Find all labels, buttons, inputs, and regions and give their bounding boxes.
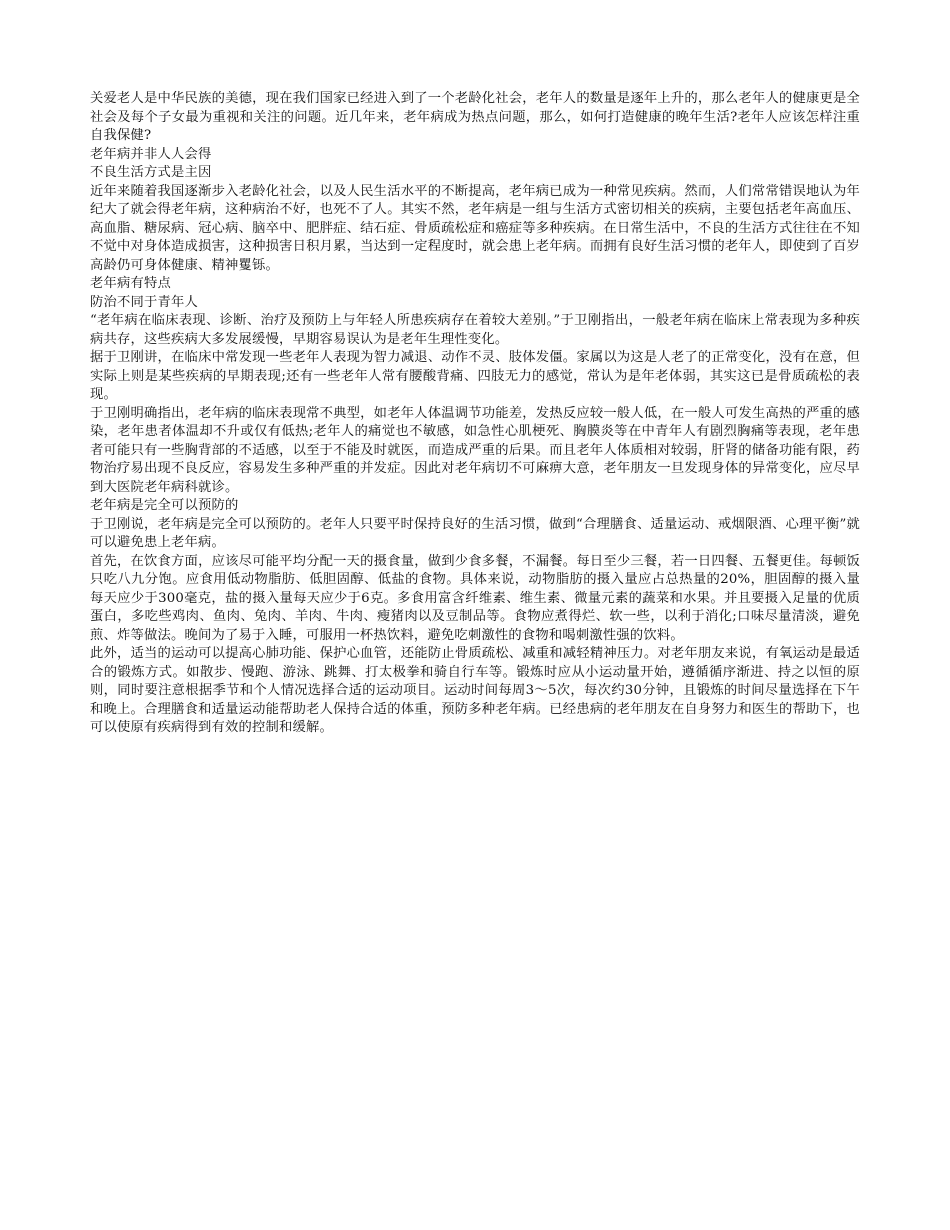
atypical-symptoms-paragraph: 于卫刚明确指出，老年病的临床表现常不典型，如老年人体温调节功能差，发热反应较一般人低，在一般人可发生高热的严重的感染，老年患者体温却不升或仅有低热;老年人的痛觉也不敏感，如急性心肌梗死、胸膜炎等在中青年人有剧烈胸痛等表现，老年患者可能只有一些胸背部的不适感，以至于不能及时就医，而造成严重的后果。而且老年人体质相对较弱，肝肾的储备功能有限，药物治疗易出现不良反应，容易发生多种严重的并发症。因此对老年病切不可麻痹大意，老年朋友一旦发现身体的异常变化，应尽早到大医院老年病科就诊。: [90, 405, 860, 495]
section-heading-preventable: 老年病是完全可以预防的: [90, 498, 239, 513]
article-body: [90, 90, 860, 738]
section-subheading-lifestyle: 不良生活方式是主因: [90, 165, 212, 180]
intro-paragraph: 关爱老人是中华民族的美德，现在我们国家已经进入到了一个老龄化社会，老年人的数量是逐年上升的，那么老年人的健康更是全社会及每个子女最为重视和关注的问题。近几年来，老年病成为热点问题，那么，如何打造健康的晚年生活?老年人应该怎样注重自我保健?: [90, 91, 860, 143]
prevention-paragraph: 于卫刚说，老年病是完全可以预防的。老年人只要平时保持良好的生活习惯，做到“合理膳食、适量运动、戒烟限酒、心理平衡”就可以避免患上老年病。: [90, 516, 860, 550]
exercise-paragraph: 此外，适当的运动可以提高心肺功能、保护心血管，还能防止骨质疏松、减重和减轻精神压力。对老年朋友来说，有氧运动是最适合的锻炼方式。如散步、慢跑、游泳、跳舞、打太极拳和骑自行车等。锻炼时应从小运动量开始，遵循循序渐进、持之以恒的原则，同时要注意根据季节和个人情况选择合适的运动项目。运动时间每周3～5次，每次约30分钟，且锻炼的时间尽量选择在下午和晚上。合理膳食和适量运动能帮助老人保持合适的体重，预防多种老年病。已经患病的老年朋友在自身努力和医生的帮助下，也可以使原有疾病得到有效的控制和缓解。: [90, 646, 860, 735]
diet-paragraph: 首先，在饮食方面，应该尽可能平均分配一天的摄食量，做到少食多餐，不漏餐。每日至少三餐，若一日四餐、五餐更佳。每顿饭只吃八九分饱。应食用低动物脂肪、低胆固醇、低盐的食物。具体来说，动物脂肪的摄入量应占总热量的20%，胆固醇的摄入量每天应少于300毫克，盐的摄入量每天应少于6克。多食用富含纤维素、维生素、微量元素的蔬菜和水果。并且要摄入足量的优质蛋白，多吃些鸡肉、鱼肉、兔肉、羊肉、牛肉、瘦猪肉以及豆制品等。食物应煮得烂、软一些，以利于消化;口味尽量清淡，避免煎、炸等做法。晚间为了易于入睡，可服用一杯热饮料，避免吃刺激性的食物和喝刺激性强的饮料。: [90, 553, 860, 643]
section-heading-not-everyone: 老年病并非人人会得: [90, 146, 212, 162]
clinical-difference-paragraph: “老年病在临床表现、诊断、治疗及预防上与年轻人所患疾病存在着较大差别。”于卫刚指出，一般老年病在临床上常表现为多种疾病共存，这些疾病大多发展缓慢，早期容易误认为是老年生理性变化。: [90, 313, 860, 347]
early-signs-paragraph: 据于卫刚讲，在临床中常发现一些老年人表现为智力减退、动作不灵、肢体发僵。家属以为这是人老了的正常变化，没有在意，但实际上则是某些疾病的早期表现;还有一些老年人常有腰酸背痛、四肢无力的感觉，常认为是年老体弱，其实这已是骨质疏松的表现。: [90, 350, 860, 402]
section-heading-characteristics: 老年病有特点: [90, 276, 171, 291]
lifestyle-paragraph: 近年来随着我国逐渐步入老龄化社会，以及人民生活水平的不断提高，老年病已成为一种常见疾病。然而，人们常常错误地认为年纪大了就会得老年病，这种病治不好，也死不了人。其实不然，老年病是一组与生活方式密切相关的疾病，主要包括老年高血压、高血脂、糖尿病、冠心病、脑卒中、肥胖症、结石症、骨质疏松症和癌症等多种疾病。在日常生活中，不良的生活方式往往在不知不觉中对身体造成损害，这种损害日积月累，当达到一定程度时，就会患上老年病。而拥有良好生活习惯的老年人，即使到了百岁高龄仍可身体健康、精神矍铄。: [90, 183, 860, 273]
section-subheading-differs-from-young: 防治不同于青年人: [90, 294, 198, 310]
